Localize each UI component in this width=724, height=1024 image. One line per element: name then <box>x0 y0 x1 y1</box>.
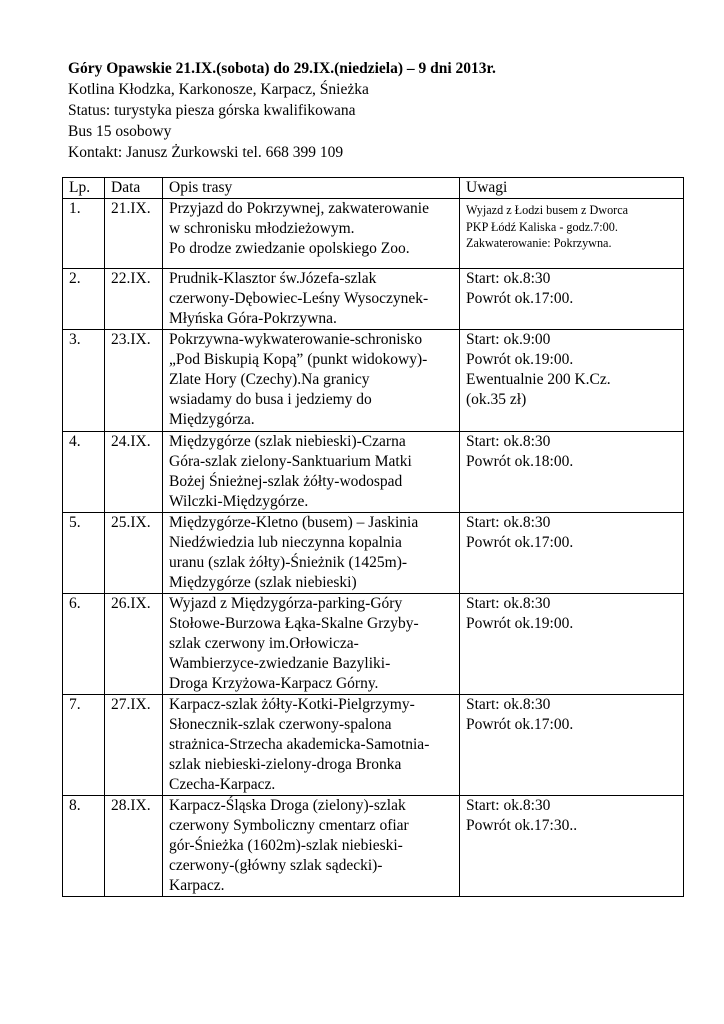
itinerary-table <box>62 177 684 897</box>
row-notes <box>460 432 684 513</box>
column-header-lp: Lp. <box>63 178 105 199</box>
notes-line: Powrót ok.17:00. <box>466 716 574 733</box>
description-line: w schronisku młodzieżowym. <box>169 220 355 237</box>
row-date: 21.IX. <box>105 199 163 269</box>
row-description <box>163 513 460 594</box>
row-date: 26.IX. <box>105 594 163 695</box>
row-notes <box>460 594 684 695</box>
description-line: Bożej Śnieżnej-szlak żółty-wodospad <box>169 473 403 490</box>
notes-line: Powrót ok.17:30.. <box>466 817 578 834</box>
description-line: Międzygórze (szlak niebieski) <box>169 574 357 591</box>
description-line: Wambierzyce-zwiedzanie Bazyliki- <box>169 655 391 672</box>
table-row <box>63 330 684 432</box>
notes-line: Wyjazd z Łodzi busem z Dworca <box>466 203 629 217</box>
notes-line: Ewentualnie 200 K.Cz. <box>466 371 611 388</box>
description-line: Niedźwiedzia lub nieczynna kopalnia <box>169 534 402 551</box>
column-header-notes: Uwagi <box>460 178 684 199</box>
notes-line: Start: ok.8:30 <box>466 595 551 612</box>
notes-line: PKP Łódź Kaliska - godz.7:00. <box>466 219 618 234</box>
row-number: 5. <box>63 513 105 594</box>
notes-line: Start: ok.8:30 <box>466 433 551 450</box>
table-row <box>63 269 684 330</box>
table-row <box>63 513 684 594</box>
region-line: Kotlina Kłodzka, Karkonosze, Karpacz, Śnieżka <box>68 81 369 98</box>
bus-line: Bus 15 osobowy <box>68 123 172 140</box>
description-line: strażnica-Strzecha akademicka-Samotnia- <box>169 736 430 753</box>
row-date: 27.IX. <box>105 695 163 796</box>
notes-line: Powrót ok.17:00. <box>466 290 574 307</box>
column-header-date: Data <box>105 178 163 199</box>
table-row <box>63 432 684 513</box>
description-line: Prudnik-Klasztor św.Józefa-szlak <box>169 270 377 287</box>
row-description <box>163 199 460 269</box>
document-header <box>68 58 688 163</box>
status-line: Status: turystyka piesza górska kwalifikowana <box>68 102 356 119</box>
contact-line: Kontakt: Janusz Żurkowski tel. 668 399 109 <box>68 144 344 161</box>
row-description <box>163 269 460 330</box>
description-line: szlak niebieski-zielony-droga Bronka <box>169 756 402 773</box>
description-line: uranu (szlak żółty)-Śnieżnik (1425m)- <box>169 554 408 571</box>
notes-line: Start: ok.8:30 <box>466 696 551 713</box>
notes-line: (ok.35 zł) <box>466 391 527 408</box>
row-number: 2. <box>63 269 105 330</box>
document-title: Góry Opawskie 21.IX.(sobota) do 29.IX.(niedziela) – 9 dni 2013r. <box>68 60 496 77</box>
description-line: Międzygórza. <box>169 411 255 428</box>
row-date: 25.IX. <box>105 513 163 594</box>
description-line: gór-Śnieżka (1602m)-szlak niebieski- <box>169 837 403 854</box>
table-header-row <box>63 178 684 199</box>
row-number: 3. <box>63 330 105 432</box>
description-line: Droga Krzyżowa-Karpacz Górny. <box>169 675 379 692</box>
row-date: 23.IX. <box>105 330 163 432</box>
row-description <box>163 695 460 796</box>
notes-line: Zakwaterowanie: Pokrzywna. <box>466 236 612 250</box>
description-line: Przyjazd do Pokrzywnej, zakwaterowanie <box>169 200 429 217</box>
description-line: czerwony Symboliczny cmentarz ofiar <box>169 817 409 834</box>
row-date: 22.IX. <box>105 269 163 330</box>
row-number: 7. <box>63 695 105 796</box>
description-line: Wilczki-Międzygórze. <box>169 493 309 510</box>
notes-line: Powrót ok.17:00. <box>466 534 574 551</box>
description-line: czerwony-(główny szlak sądecki)- <box>169 857 383 874</box>
row-number: 1. <box>63 199 105 269</box>
description-line: Młyńska Góra-Pokrzywna. <box>169 310 337 327</box>
table-row <box>63 199 684 269</box>
description-line: Międzygórze-Kletno (busem) – Jaskinia <box>169 514 419 531</box>
table-row <box>63 594 684 695</box>
description-line: Po drodze zwiedzanie opolskiego Zoo. <box>169 240 410 257</box>
description-line: Góra-szlak zielony-Sanktuarium Matki <box>169 453 412 470</box>
description-line: Karpacz-szlak żółty-Kotki-Pielgrzymy- <box>169 696 415 713</box>
description-line: szlak czerwony im.Orłowicza- <box>169 635 359 652</box>
row-notes <box>460 695 684 796</box>
row-number: 4. <box>63 432 105 513</box>
description-line: czerwony-Dębowiec-Leśny Wysoczynek- <box>169 290 429 307</box>
row-notes <box>460 513 684 594</box>
description-line: Słonecznik-szlak czerwony-spalona <box>169 716 392 733</box>
description-line: „Pod Biskupią Kopą” (punkt widokowy)- <box>169 351 428 368</box>
notes-line: Start: ok.8:30 <box>466 797 551 814</box>
description-line: Zlate Hory (Czechy).Na granicy <box>169 371 370 388</box>
notes-line: Start: ok.8:30 <box>466 270 551 287</box>
row-notes <box>460 796 684 897</box>
table-row <box>63 695 684 796</box>
column-header-description: Opis trasy <box>163 178 460 199</box>
notes-line: Start: ok.8:30 <box>466 514 551 531</box>
row-date: 28.IX. <box>105 796 163 897</box>
row-number: 6. <box>63 594 105 695</box>
notes-line: Start: ok.9:00 <box>466 331 551 348</box>
notes-line: Powrót ok.19:00. <box>466 615 574 632</box>
row-notes <box>460 330 684 432</box>
row-date: 24.IX. <box>105 432 163 513</box>
description-line: Międzygórze (szlak niebieski)-Czarna <box>169 433 406 450</box>
description-line: Wyjazd z Międzygórza-parking-Góry <box>169 595 403 612</box>
row-number: 8. <box>63 796 105 897</box>
table-row <box>63 796 684 897</box>
description-line: Karpacz. <box>169 877 225 894</box>
description-line: Pokrzywna-wykwaterowanie-schronisko <box>169 331 423 348</box>
notes-line: Powrót ok.18:00. <box>466 453 574 470</box>
description-line: Karpacz-Śląska Droga (zielony)-szlak <box>169 797 406 814</box>
row-description <box>163 594 460 695</box>
row-description <box>163 330 460 432</box>
notes-line: Powrót ok.19:00. <box>466 351 574 368</box>
description-line: Czecha-Karpacz. <box>169 776 276 793</box>
row-notes <box>460 269 684 330</box>
row-description <box>163 796 460 897</box>
row-notes <box>460 199 684 269</box>
row-description <box>163 432 460 513</box>
description-line: wsiadamy do busa i jedziemy do <box>169 391 372 408</box>
description-line: Stołowe-Burzowa Łąka-Skalne Grzyby- <box>169 615 419 632</box>
